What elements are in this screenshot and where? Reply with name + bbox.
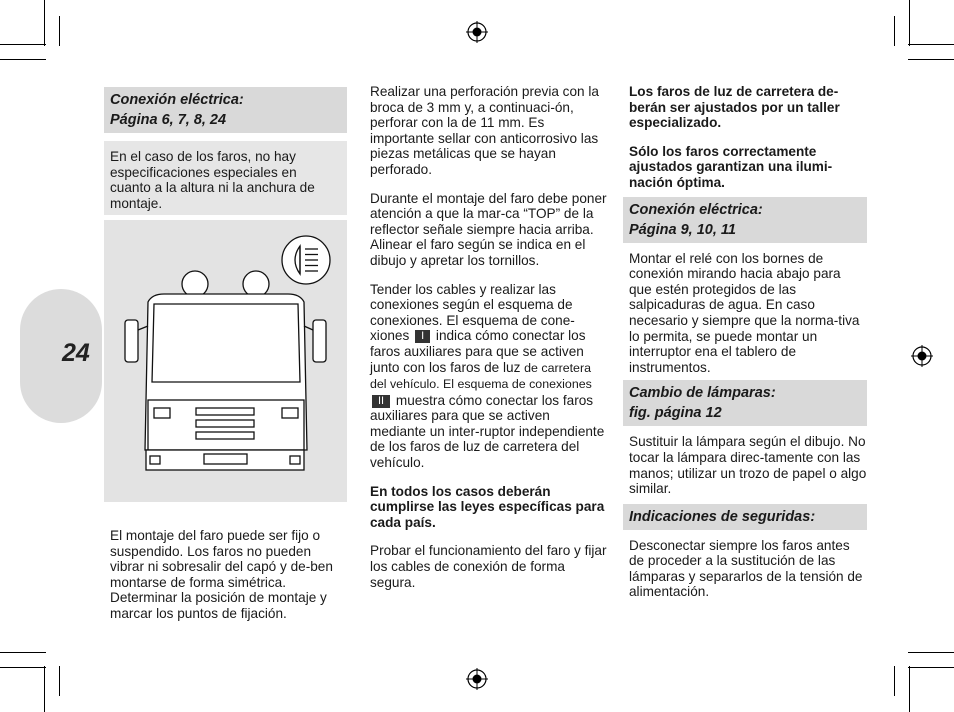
- crop-mark: [0, 652, 46, 653]
- crop-mark: [908, 59, 954, 60]
- paragraph: Sustituir la lámpara según el dibujo. No tocar la lámpara direc-tamente con las manos; utilizar un trozo de papel o algo similar.: [629, 434, 867, 497]
- registration-mark-icon: [911, 345, 933, 367]
- crop-mark: [59, 16, 60, 46]
- heading-line: Conexión eléctrica:: [110, 92, 244, 108]
- text-run: muestra cómo conectar los faros auxiliares para que se activen mediante un inter-ruptor independiente de los faros de luz de carretera del vehículo.: [370, 392, 605, 471]
- crop-mark: [44, 0, 45, 46]
- paragraph: Realizar una perforación previa con la broca de 3 mm y, a continuaci-ón, perforar con la de 11 mm. Es importante sellar con anticorrosivo las piezas metálicas que se hayan perforado.: [370, 84, 599, 177]
- paragraph: Durante el montaje del faro debe poner atención a que la mar-ca “TOP” de la reflector señale siempre hacia arriba. Alinear el faro según se indica en el dibujo y apretar los tornillos.: [370, 190, 607, 268]
- section-heading: [623, 504, 867, 530]
- paragraph: En todos los casos deberán cumplirse las leyes específicas para cada país.: [370, 483, 605, 530]
- crop-mark: [909, 0, 910, 46]
- heading-line: Página 9, 10, 11: [629, 221, 736, 238]
- column-3: [623, 84, 867, 613]
- section-heading: [623, 380, 867, 426]
- registration-mark-icon: [466, 668, 488, 690]
- heading-line: fig. página 12: [629, 405, 722, 422]
- paragraph: Sólo los faros correctamente ajustados garantizan una ilumi-nación óptima.: [629, 143, 833, 190]
- paragraph: [370, 282, 607, 471]
- page-number: 24: [62, 339, 90, 367]
- crop-mark: [0, 59, 46, 60]
- crop-mark: [908, 667, 954, 668]
- intro-box: En el caso de los faros, no hay especificaciones especiales en cuanto a la altura ni la anchura de montaje.: [104, 141, 347, 215]
- text-run: de carretera del vehículo. El esquema de conexiones: [370, 360, 592, 392]
- column-1-bottom: [110, 528, 345, 635]
- crop-mark: [44, 666, 45, 712]
- crop-mark: [908, 652, 954, 653]
- paragraph: El montaje del faro puede ser fijo o suspendido. Los faros no pueden vibrar ni sobresalir del capó y de-ben montarse de forma simétrica. Determinar la posición de montaje y marcar los puntos de fijación.: [110, 528, 333, 621]
- truck-illustration: [104, 220, 347, 502]
- heading-line: Página 6, 7, 8, 24: [110, 112, 227, 128]
- crop-mark: [909, 666, 910, 712]
- diagram-badge-2: II: [372, 395, 390, 408]
- heading-line: Indicaciones de seguridas:: [629, 508, 816, 525]
- heading-line: Conexión eléctrica:: [629, 201, 763, 218]
- crop-mark: [0, 667, 46, 668]
- paragraph: Los faros de luz de carretera de-berán ser ajustados por un taller especializado.: [629, 84, 840, 131]
- crop-mark: [894, 16, 895, 46]
- crop-mark: [894, 666, 895, 696]
- paragraph: Desconectar siempre los faros antes de proceder a la sustitución de las lámparas y separarlos de la tensión de alimentación.: [629, 537, 863, 600]
- section-heading: [623, 197, 867, 243]
- text-run: indica cómo conectar los faros auxiliares para que se activen junto con los faros de luz: [370, 328, 586, 375]
- crop-mark: [0, 44, 46, 45]
- section-heading: [104, 87, 347, 133]
- high-beam-icon: [282, 236, 330, 284]
- registration-mark-icon: [466, 21, 488, 43]
- crop-mark: [908, 44, 954, 45]
- paragraph: Probar el funcionamiento del faro y fijar los cables de conexión de forma segura.: [370, 543, 607, 590]
- paragraph: Montar el relé con los bornes de conexión mirando hacia abajo para que estén protegidos de las salpicaduras de agua. En caso necesario y siempre que la norma-tiva lo permita, se puede montar un interruptor ena el tablero de instrumentos.: [629, 250, 860, 375]
- text-run: Tender los cables y realizar las conexiones según el esquema de conexiones. El esquema de cone-xiones: [370, 281, 575, 344]
- column-2: [370, 84, 607, 603]
- crop-mark: [59, 666, 60, 696]
- truck-figure: [104, 220, 347, 502]
- diagram-badge-1: I: [415, 330, 430, 343]
- heading-line: Cambio de lámparas:: [629, 385, 776, 402]
- column-1: [104, 87, 347, 215]
